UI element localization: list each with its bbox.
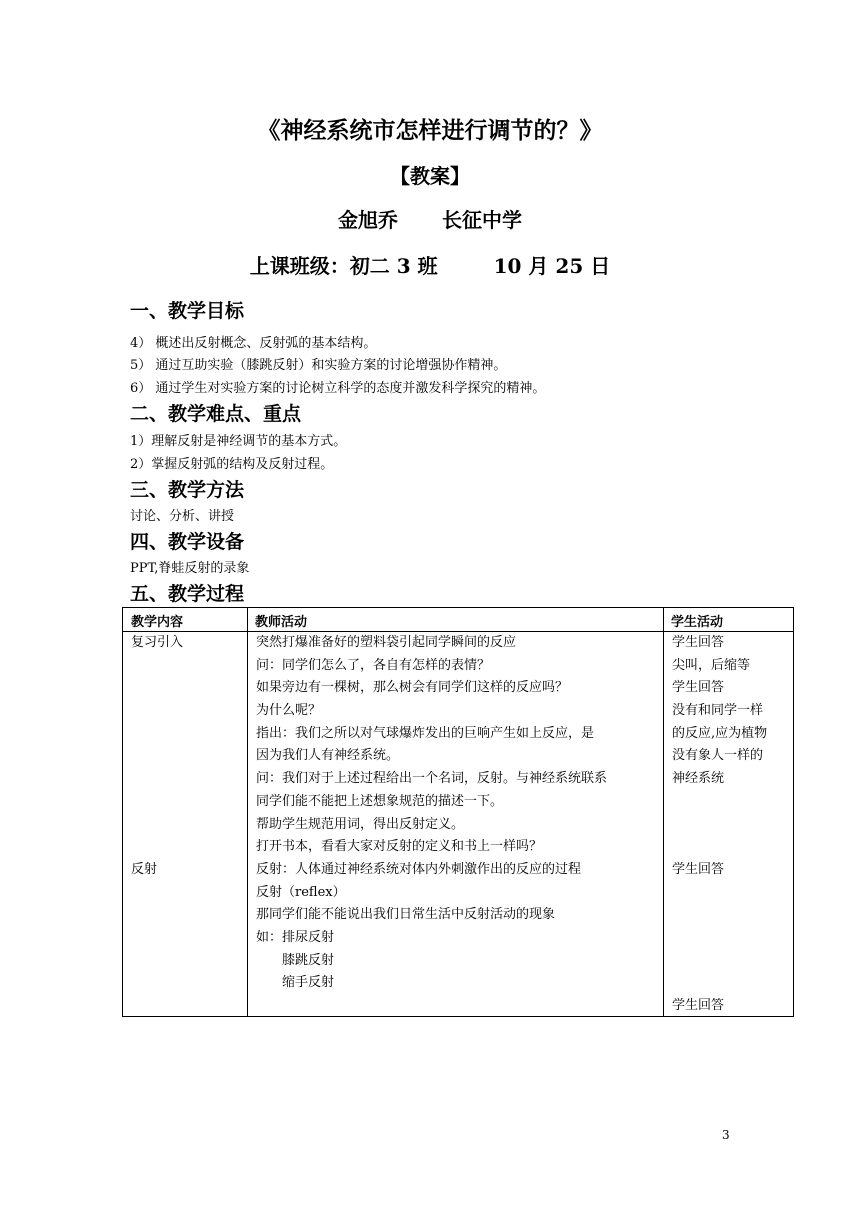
teacher-line: 反射：人体通过神经系统对体内外刺激作出的反应的过程	[256, 861, 582, 877]
column-header-content: 教学内容	[131, 615, 184, 630]
student-line	[672, 972, 792, 995]
goal-item: 5） 通过互助实验（膝跳反射）和实验方案的讨论增强协作精神。	[130, 358, 507, 373]
section-heading-process: 五、教学过程	[130, 583, 245, 605]
teacher-line: 因为我们人有神经系统。	[256, 748, 400, 764]
column-header-student: 学生活动	[671, 615, 724, 630]
teacher-line: 同学们能不能把上述想象规范的描述一下。	[256, 793, 504, 809]
student-line	[672, 904, 792, 927]
teaching-process-table	[122, 607, 794, 1017]
student-line: 学生回答	[672, 998, 725, 1013]
student-line: 学生回答	[672, 635, 725, 650]
student-line	[672, 814, 792, 837]
difficulty-item: 2）掌握反射弧的结构及反射过程。	[130, 457, 334, 472]
content-column	[131, 632, 243, 882]
teacher-line: 如果旁边有一棵树，那么树会有同学们这样的反应吗？	[256, 680, 569, 696]
teacher-line: 问：我们对于上述过程给出一个名词，反射。与神经系统联系	[256, 771, 608, 787]
difficulty-item: 1）理解反射是神经调节的基本方式。	[130, 434, 347, 449]
methods-text: 讨论、分析、讲授	[130, 509, 235, 524]
teacher-line: 指出：我们之所以对气球爆炸发出的巨响产生如上反应，是	[256, 725, 595, 741]
teacher-line: 打开书本，看看大家对反射的定义和书上一样吗？	[256, 839, 543, 855]
teacher-name: 金旭乔	[338, 208, 398, 232]
section-heading-goals: 一、教学目标	[130, 300, 245, 322]
student-line	[672, 927, 792, 950]
class-info-line	[0, 250, 860, 279]
teacher-line: 那同学们能不能说出我们日常生活中反射活动的现象	[256, 907, 556, 923]
section-heading-methods: 三、教学方法	[130, 479, 245, 501]
column-divider	[663, 608, 664, 1016]
teacher-line: 为什么呢？	[256, 703, 322, 719]
student-line: 没有和同学一样	[672, 703, 764, 719]
teacher-line: 缩手反射	[282, 975, 335, 991]
student-line	[672, 791, 792, 814]
school-name: 长征中学	[442, 208, 522, 232]
teacher-column	[256, 632, 661, 995]
content-cell: 反射	[131, 861, 158, 877]
section-heading-equipment: 四、教学设备	[130, 531, 245, 553]
student-line: 的反应,应为植物	[672, 725, 768, 741]
document-subtitle: 【教案】	[390, 164, 470, 188]
student-line: 尖叫，后缩等	[672, 657, 751, 673]
lesson-date: 10 月 25 日	[493, 254, 611, 278]
student-column	[672, 632, 792, 1018]
equipment-text: PPT,脊蛙反射的录象	[130, 561, 250, 576]
content-cell: 复习引入	[131, 635, 184, 650]
student-line	[672, 882, 792, 905]
student-line: 学生回答	[672, 680, 725, 696]
goal-item: 6） 通过学生对实验方案的讨论树立科学的态度并激发科学探究的精神。	[130, 381, 546, 396]
student-line: 学生回答	[672, 861, 725, 877]
student-line	[672, 836, 792, 859]
teacher-line: 膝跳反射	[282, 952, 335, 968]
page-number: 3	[722, 1128, 730, 1142]
student-line: 没有象人一样的	[672, 748, 764, 764]
column-header-teacher: 教师活动	[255, 615, 308, 630]
class-info: 上课班级：初二 3 班	[249, 254, 438, 278]
teacher-line: 反射（reflex）	[256, 884, 346, 900]
student-line	[672, 950, 792, 973]
column-divider	[247, 608, 248, 1016]
teacher-line: 问：同学们怎么了，各自有怎样的表情？	[256, 657, 491, 673]
teacher-line: 帮助学生规范用词，得出反射定义。	[256, 816, 465, 832]
section-heading-difficulties: 二、教学难点、重点	[130, 403, 302, 425]
teacher-line: 如：排尿反射	[256, 929, 335, 945]
teacher-line: 突然打爆准备好的塑料袋引起同学瞬间的反应	[256, 635, 517, 650]
student-line: 神经系统	[672, 771, 725, 787]
document-title: 《神经系统市怎样进行调节的？》	[257, 117, 603, 144]
goal-item: 4） 概述出反射概念、反射弧的基本结构。	[130, 336, 377, 351]
author-line	[0, 204, 860, 233]
